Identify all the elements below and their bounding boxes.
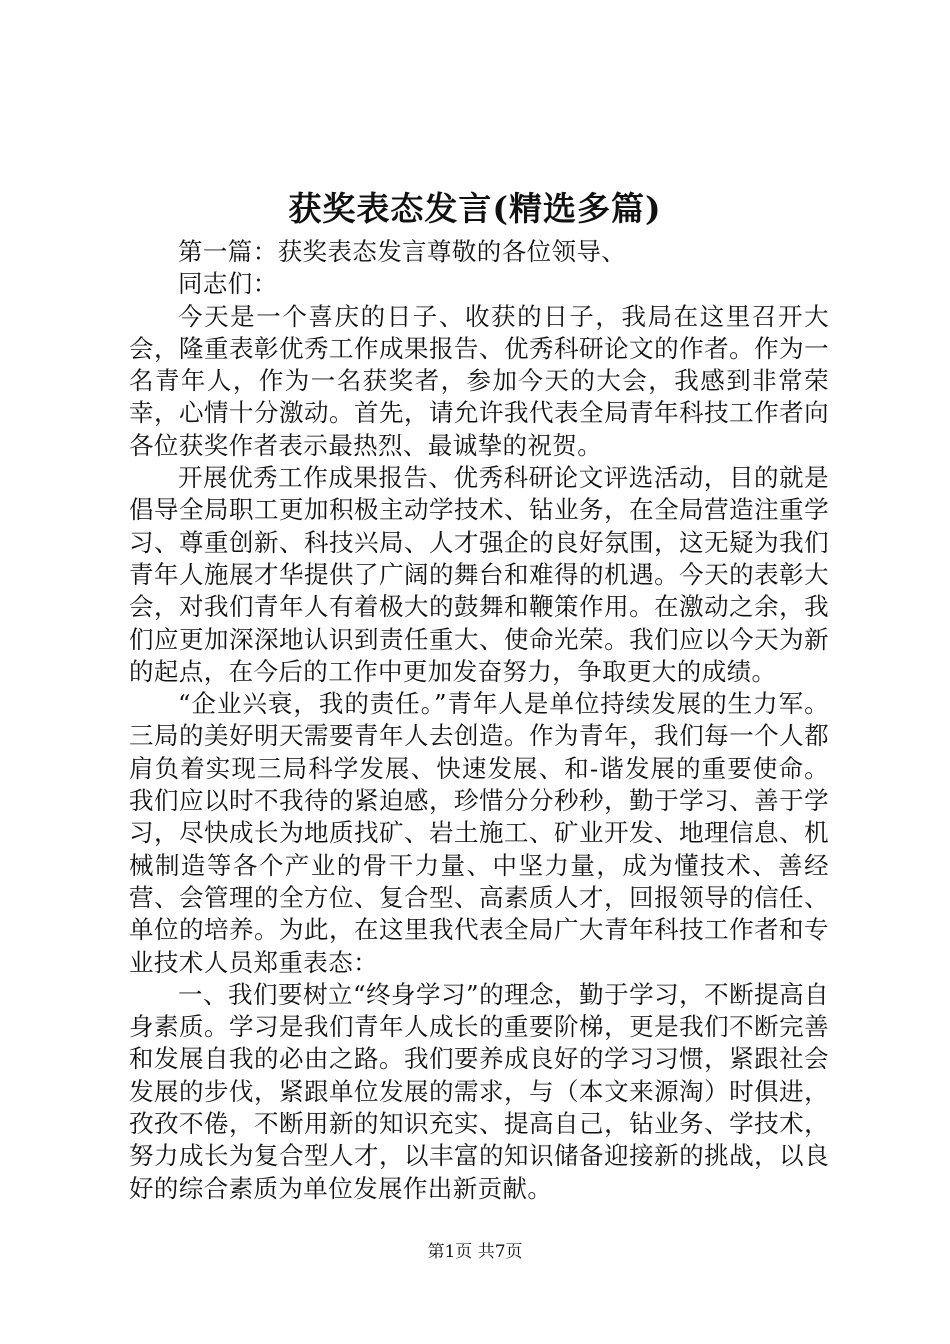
- document-title: 获奖表态发言(精选多篇): [288, 189, 662, 228]
- paragraph: 一、我们要树立“终身学习”的理念，勤于学习，不断提高自身素质。学习是我们青年人成长的重要阶梯，更是我们不断完善和发展自我的必由之路。我们要养成良好的学习习惯，紧跟社会发展的步伐，紧跟单位发展的需求，与（本文来源淘）时俱进，孜孜不倦，不断用新的知识充实、提高自己，钻业务、学技术，努力成长为复合型人才，以丰富的知识储备迎接新的挑战，以良好的综合素质为单位发展作出新贡献。: [129, 979, 829, 1203]
- page-number-footer: 第1页 共7页: [427, 1242, 523, 1262]
- paragraph: “企业兴衰，我的责任。”青年人是单位持续发展的生力军。三局的美好明天需要青年人去创造。作为青年，我们每一个人都肩负着实现三局科学发展、快速发展、和-谐发展的重要使命。我们应以时不我待的紧迫感，珍惜分分秒秒，勤于学习、善于学习，尽快成长为地质找矿、岩土施工、矿业开发、地理信息、机械制造等各个产业的骨干力量、中坚力量，成为懂技术、善经营、会管理的全方位、复合型、高素质人才，回报领导的信任、单位的培养。为此，在这里我代表全局广大青年科技工作者和专业技术人员郑重表态：: [129, 689, 829, 977]
- paragraph: 开展优秀工作成果报告、优秀科研论文评选活动，目的就是倡导全局职工更加积极主动学技术、钻业务，在全局营造注重学习、尊重创新、科技兴局、人才强企的良好氛围，这无疑为我们青年人施展才华提供了广阔的舞台和难得的机遇。今天的表彰大会，对我们青年人有着极大的鼓舞和鞭策作用。在激动之余，我们应更加深深地认识到责任重大、使命光荣。我们应以今天为新的起点，在今后的工作中更加发奋努力，争取更大的成绩。: [129, 463, 829, 686]
- document-body: [129, 236, 829, 1205]
- paragraph-salutation: 同志们：: [178, 269, 278, 299]
- paragraph: 今天是一个喜庆的日子、收获的日子，我局在这里召开大会，隆重表彰优秀工作成果报告、优秀科研论文的作者。作为一名青年人，作为一名获奖者，参加今天的大会，我感到非常荣幸，心情十分激动。首先，请允许我代表全局青年科技工作者向各位获奖作者表示最热烈、最诚挚的祝贺。: [129, 301, 829, 460]
- paragraph-heading: 第一篇：获奖表态发言尊敬的各位领导、: [178, 237, 627, 266]
